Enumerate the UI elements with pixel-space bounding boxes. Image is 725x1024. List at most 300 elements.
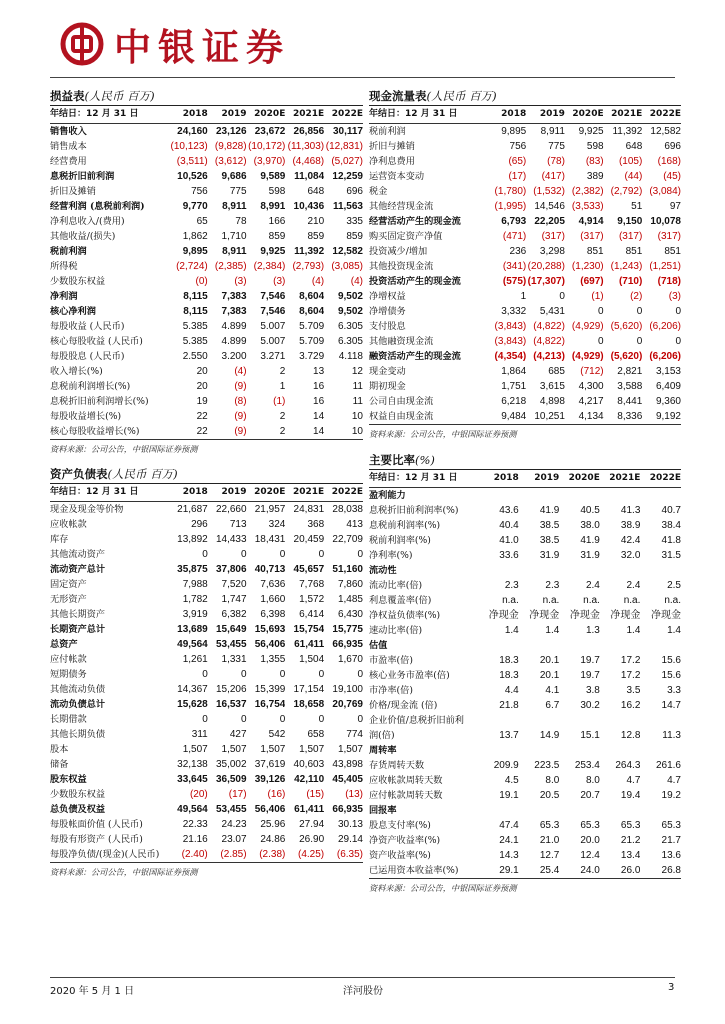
cell-value: 2 xyxy=(279,366,286,377)
row-label: 税金 xyxy=(369,186,388,197)
cell-value: 9,925 xyxy=(260,246,286,257)
cell-value: 56,406 xyxy=(254,804,286,815)
cell-value: 2.3 xyxy=(545,580,560,591)
cell-value: 5.385 xyxy=(182,336,208,347)
cell-value: 53,455 xyxy=(215,639,247,650)
year-column-header: 2019 xyxy=(208,106,247,124)
cell-value: 10 xyxy=(351,411,363,422)
cell-value: 658 xyxy=(307,729,325,740)
year-column-header: 2018 xyxy=(488,106,527,124)
cell-value: 17.2 xyxy=(620,670,641,681)
cell-value: (2,793) xyxy=(292,261,325,272)
cell-value: 14,367 xyxy=(177,684,208,695)
cell-value: 17,154 xyxy=(293,684,325,695)
cell-value: 13,892 xyxy=(177,534,208,545)
cell-value: (5,620) xyxy=(610,351,643,362)
cell-value: 15,649 xyxy=(215,624,247,635)
cash-flow-statement-source-note: 资料来源：公司公告，中银国际证券预测 xyxy=(369,429,517,439)
cell-value: (575) xyxy=(502,276,527,287)
cell-value: 19.4 xyxy=(620,790,641,801)
cell-value: 21.7 xyxy=(661,835,681,846)
year-column-header: 2019 xyxy=(519,470,560,488)
table-header-row xyxy=(50,106,363,124)
cell-value: 32.0 xyxy=(620,550,641,561)
cell-value: n.a. xyxy=(583,595,600,606)
cell-value xyxy=(519,638,560,653)
cell-value: 1.4 xyxy=(667,625,681,636)
cell-value: (1,251) xyxy=(649,261,681,272)
cell-value: 3,615 xyxy=(539,381,565,392)
cell-value: 4.118 xyxy=(338,351,363,362)
cell-value: (1,230) xyxy=(571,261,604,272)
table-row xyxy=(50,772,363,787)
cell-value: 38.5 xyxy=(539,520,560,531)
row-label: 每股收益 (人民币) xyxy=(50,321,125,332)
cell-value: (16) xyxy=(267,789,286,800)
cell-value: (317) xyxy=(541,231,565,242)
year-column-header: 2021E xyxy=(600,470,641,488)
table-row xyxy=(50,742,363,757)
cell-value: 2.550 xyxy=(182,351,208,362)
cell-value xyxy=(478,743,519,758)
table-row xyxy=(50,259,363,274)
cell-value: 45,657 xyxy=(293,564,325,575)
year-column-header: 2020E xyxy=(247,484,286,502)
brand-name: 中银证券 xyxy=(114,25,290,69)
cell-value: 0 xyxy=(598,306,604,317)
cell-value: (3,843) xyxy=(494,336,527,347)
table-row xyxy=(50,712,363,727)
cell-value: 24.0 xyxy=(559,863,600,879)
cell-value: 39,126 xyxy=(254,774,286,785)
row-label: 其他流动负债 xyxy=(50,684,106,695)
cell-value: 3.3 xyxy=(667,685,681,696)
cell-value: 1,261 xyxy=(182,654,208,665)
cell-value: 18.3 xyxy=(499,655,519,666)
row-label: 流动比率(倍) xyxy=(369,580,423,591)
table-row xyxy=(50,184,363,199)
cell-value: 210 xyxy=(307,216,325,227)
row-label: 经营活动产生的现金流 xyxy=(369,216,461,227)
cell-value: 21,687 xyxy=(177,504,208,515)
cell-value: 29.1 xyxy=(478,863,519,879)
cell-value: 3.8 xyxy=(585,685,600,696)
bank-of-china-logo-icon xyxy=(60,22,104,66)
table-row xyxy=(369,578,681,593)
cell-value: 1,331 xyxy=(221,654,247,665)
balance-sheet-unit: (人民币 百万) xyxy=(107,467,178,481)
cell-value: 12 xyxy=(351,366,363,377)
cell-value: 0 xyxy=(279,549,286,560)
cash-flow-statement-title-text: 现金流量表 xyxy=(369,89,427,103)
cell-value: 209.9 xyxy=(493,760,519,771)
cell-value: 11 xyxy=(352,396,363,407)
balance-sheet-source-note: 资料来源：公司公告，中银国际证券预测 xyxy=(50,867,198,877)
cell-value xyxy=(559,488,600,504)
cell-value: (17) xyxy=(508,171,527,182)
row-label: 净利率(%) xyxy=(369,550,413,561)
cell-value: (1,780) xyxy=(494,186,527,197)
row-label: 应收帐款周转天数 xyxy=(369,775,443,786)
cell-value: 413 xyxy=(346,519,363,530)
cell-value: 9,484 xyxy=(488,409,527,425)
cell-value: 31.5 xyxy=(661,550,681,561)
table-row xyxy=(369,274,681,289)
cell-value: 264.3 xyxy=(615,760,641,771)
row-label: 净利润 xyxy=(50,291,78,302)
cell-value: 78 xyxy=(235,216,247,227)
table-row xyxy=(369,563,681,578)
cell-value: 1,782 xyxy=(182,594,208,605)
table-row xyxy=(369,608,681,623)
row-label: 总资产 xyxy=(50,639,78,650)
table-row xyxy=(369,803,681,818)
cell-value: 15,775 xyxy=(332,624,363,635)
row-label: 应付帐款周转天数 xyxy=(369,790,443,801)
cell-value: (718) xyxy=(657,276,681,287)
footer-date: 2020 年 5 月 1 日 xyxy=(50,986,135,997)
cell-value: 261.6 xyxy=(655,760,681,771)
table-row xyxy=(369,488,681,504)
cell-value: (2.40) xyxy=(169,847,208,863)
table-row xyxy=(369,124,681,140)
cell-value: (2,382) xyxy=(571,186,604,197)
row-label: 核心每股收益增长(%) xyxy=(50,424,169,440)
cell-value: 43,898 xyxy=(332,759,363,770)
cell-value: 0 xyxy=(675,306,681,317)
cell-value: 20.0 xyxy=(580,835,600,846)
cash-flow-statement-title xyxy=(369,88,681,106)
row-label: 净增债务 xyxy=(369,306,406,317)
cell-value: (4,468) xyxy=(292,156,325,167)
row-label: 速动比率(倍) xyxy=(369,625,423,636)
cell-value: (6,206) xyxy=(649,351,681,362)
table-row xyxy=(369,244,681,259)
cell-value: 7,520 xyxy=(221,579,247,590)
cell-value: 43.6 xyxy=(499,505,519,516)
cell-value xyxy=(640,638,681,653)
cell-value: 5.709 xyxy=(299,321,325,332)
cell-value: (1) xyxy=(273,396,286,407)
row-label: 长期借款 xyxy=(50,714,87,725)
cell-value: 756 xyxy=(191,186,208,197)
cell-value: 0 xyxy=(318,714,325,725)
cell-value: 18.3 xyxy=(499,670,519,681)
cell-value: 30.13 xyxy=(337,819,363,830)
cell-value: (3,533) xyxy=(571,201,604,212)
table-row xyxy=(50,379,363,394)
cell-value: 0 xyxy=(202,549,208,560)
row-label: 其他收益/(损失) xyxy=(50,231,116,242)
table-row xyxy=(50,547,363,562)
table-header-row xyxy=(369,106,681,124)
cell-value: 51 xyxy=(631,201,643,212)
balance-sheet-title-text: 资产负债表 xyxy=(50,467,108,481)
table-row xyxy=(369,758,681,773)
balance-sheet-table xyxy=(50,484,363,863)
cell-value: 1,864 xyxy=(501,366,527,377)
table-row xyxy=(369,788,681,803)
cell-value: (3,084) xyxy=(649,186,681,197)
table-row xyxy=(369,533,681,548)
row-label: 应付帐款 xyxy=(50,654,87,665)
table-row xyxy=(50,502,363,518)
cell-value: 1,670 xyxy=(337,654,363,665)
cell-value: 6,414 xyxy=(299,609,325,620)
cell-value: (341) xyxy=(502,261,527,272)
cell-value: 1,355 xyxy=(260,654,286,665)
cell-value: 38.0 xyxy=(580,520,600,531)
table-header-row xyxy=(50,484,363,502)
cell-value: 36,509 xyxy=(215,774,247,785)
row-label: 折旧及摊销 xyxy=(50,186,96,197)
cell-value: 41.9 xyxy=(539,505,560,516)
cell-value: (2.38) xyxy=(247,847,286,863)
cell-value: 12.4 xyxy=(580,850,600,861)
row-label: 其他长期资产 xyxy=(50,609,106,620)
cell-value: 65.3 xyxy=(580,820,600,831)
cell-value: 9,360 xyxy=(655,396,681,407)
cell-value: 13.7 xyxy=(499,730,519,741)
cell-value: 37,619 xyxy=(254,759,286,770)
cell-value: 37,806 xyxy=(215,564,247,575)
table-header-row xyxy=(369,470,681,488)
cell-value: 6,793 xyxy=(501,216,527,227)
cell-value: (1,532) xyxy=(533,186,565,197)
income-statement-source-note: 资料来源：公司公告，中银国际证券预测 xyxy=(50,444,198,454)
table-row xyxy=(50,727,363,742)
cell-value: 33,645 xyxy=(177,774,208,785)
cell-value: 1,504 xyxy=(299,654,325,665)
cell-value: 23,126 xyxy=(215,126,247,137)
table-row xyxy=(369,623,681,638)
row-label: 市盈率(倍) xyxy=(369,655,413,666)
table-row xyxy=(369,214,681,229)
table-row xyxy=(50,139,363,154)
footer-company: 洋河股份 xyxy=(343,986,383,997)
cell-value: 9,502 xyxy=(337,291,363,302)
cell-value: 7,546 xyxy=(260,291,286,302)
cell-value: 14,546 xyxy=(534,201,565,212)
cell-value: 6.305 xyxy=(337,336,363,347)
year-column-header: 2018 xyxy=(169,484,208,502)
cell-value: 14,433 xyxy=(215,534,247,545)
row-label: 运营资本变动 xyxy=(369,171,425,182)
cell-value: 859 xyxy=(307,231,325,242)
cell-value: 0 xyxy=(318,669,325,680)
table-row xyxy=(50,424,363,440)
cell-value xyxy=(559,803,600,818)
cell-value xyxy=(600,713,641,728)
table-row xyxy=(50,562,363,577)
row-label: 股东权益 xyxy=(50,774,87,785)
table-row xyxy=(369,668,681,683)
table-row xyxy=(369,319,681,334)
fiscal-year-end-label: 年结日：12 月 31 日 xyxy=(50,106,169,124)
cell-value: (0) xyxy=(195,276,208,287)
cell-value xyxy=(640,803,681,818)
row-label: 收入增长(%) xyxy=(50,366,103,377)
table-row xyxy=(50,817,363,832)
cell-value: 1.3 xyxy=(585,625,600,636)
cell-value: (3,970) xyxy=(253,156,286,167)
table-row xyxy=(369,379,681,394)
table-row xyxy=(50,637,363,652)
cell-value: 38.4 xyxy=(661,520,681,531)
cell-value: 12.7 xyxy=(539,850,560,861)
cell-value: (44) xyxy=(624,171,643,182)
table-row xyxy=(369,593,681,608)
cell-value: 10,078 xyxy=(650,216,681,227)
cell-value: 1.4 xyxy=(545,625,560,636)
cell-value: (6.35) xyxy=(324,847,363,863)
cell-value: 35,002 xyxy=(215,759,247,770)
cell-value: 49,564 xyxy=(177,804,208,815)
cell-value: n.a. xyxy=(542,595,560,606)
cell-value: (9,828) xyxy=(214,141,247,152)
fiscal-year-end-label: 年结日：12 月 31 日 xyxy=(369,106,488,124)
cell-value: 14.3 xyxy=(499,850,519,861)
cell-value: 696 xyxy=(346,186,363,197)
cell-value: 0 xyxy=(598,336,604,347)
cell-value xyxy=(478,638,519,653)
cell-value: 18,431 xyxy=(254,534,286,545)
footer-page-number: 3 xyxy=(668,982,675,993)
table-row xyxy=(50,802,363,817)
cell-value: 20.1 xyxy=(539,655,560,666)
row-label: 存货周转天数 xyxy=(369,760,425,771)
table-row xyxy=(369,548,681,563)
cell-value: 20 xyxy=(196,381,208,392)
cell-value: (20,288) xyxy=(527,261,565,272)
cell-value: 22 xyxy=(169,424,208,440)
cell-value: 7,383 xyxy=(221,291,247,302)
cell-value: 696 xyxy=(664,141,681,152)
row-label: 少数股东权益 xyxy=(50,276,106,287)
cell-value: 10,436 xyxy=(293,201,325,212)
report-header xyxy=(60,16,290,72)
table-row xyxy=(50,214,363,229)
table-row xyxy=(50,289,363,304)
table-row xyxy=(50,124,363,140)
cell-value: 6,382 xyxy=(221,609,247,620)
cell-value xyxy=(519,563,560,578)
cell-value: 8,991 xyxy=(260,201,286,212)
cell-value xyxy=(600,803,641,818)
cell-value: 19.2 xyxy=(661,790,681,801)
cell-value: 61,411 xyxy=(294,639,325,650)
cell-value: 1,507 xyxy=(260,744,286,755)
cell-value: 851 xyxy=(625,246,643,257)
year-column-header: 2022E xyxy=(642,106,681,124)
cell-value: (1,243) xyxy=(610,261,643,272)
cell-value: 24,831 xyxy=(293,504,325,515)
cell-value: 97 xyxy=(669,201,681,212)
cell-value: 6,398 xyxy=(260,609,286,620)
table-row xyxy=(369,848,681,863)
cell-value: 8,115 xyxy=(183,306,208,317)
cell-value: 2.3 xyxy=(504,580,519,591)
cell-value: 3,153 xyxy=(655,366,681,377)
cell-value: 31.9 xyxy=(580,550,600,561)
cell-value: 1,751 xyxy=(501,381,527,392)
cell-value: 0 xyxy=(202,714,208,725)
row-label: 净资产收益率(%) xyxy=(369,835,441,846)
cell-value: 4,217 xyxy=(578,396,604,407)
cell-value: 29.14 xyxy=(337,834,363,845)
cell-value: 19.1 xyxy=(499,790,519,801)
cell-value: 0 xyxy=(279,714,286,725)
table-row xyxy=(369,638,681,653)
cell-value: 6,430 xyxy=(337,609,363,620)
table-row xyxy=(369,139,681,154)
table-row xyxy=(369,184,681,199)
cell-value: (317) xyxy=(580,231,604,242)
cell-value: (17,307) xyxy=(527,276,565,287)
cell-value: 30,117 xyxy=(332,126,363,137)
cell-value: 21.2 xyxy=(620,835,641,846)
cell-value: 1 xyxy=(279,381,286,392)
cell-value: 14.7 xyxy=(661,700,681,711)
table-row xyxy=(50,577,363,592)
cell-value: 0 xyxy=(202,669,208,680)
table-row xyxy=(50,364,363,379)
cell-value: 8,911 xyxy=(540,126,565,137)
row-label: 税前利润 xyxy=(369,126,406,137)
cell-value: 0 xyxy=(636,306,643,317)
year-column-header: 2020E xyxy=(559,470,600,488)
table-row xyxy=(50,847,363,863)
cell-value: 3.729 xyxy=(299,351,325,362)
row-label: 投资减少/增加 xyxy=(369,246,428,257)
cell-value: 598 xyxy=(586,141,604,152)
cell-value: (6,206) xyxy=(649,321,681,332)
cell-value: 38.9 xyxy=(620,520,641,531)
row-label: 盈利能力 xyxy=(369,490,406,501)
cell-value: (3) xyxy=(668,291,681,302)
key-ratios-table xyxy=(369,470,681,879)
cell-value: (9) xyxy=(208,424,247,440)
cell-value: 28,038 xyxy=(332,504,363,515)
cell-value: 7,383 xyxy=(221,306,247,317)
cell-value: 775 xyxy=(229,186,247,197)
table-row xyxy=(369,409,681,425)
row-label: 短期债务 xyxy=(50,669,87,680)
cell-value: 19.7 xyxy=(580,655,600,666)
row-label: 支付股息 xyxy=(369,321,406,332)
cell-value: 41.8 xyxy=(661,535,681,546)
cell-value: 23,672 xyxy=(254,126,286,137)
cell-value xyxy=(478,713,519,728)
cell-value: 20.7 xyxy=(580,790,600,801)
cell-value xyxy=(478,488,519,504)
table-row xyxy=(50,532,363,547)
row-label: 应收帐款 xyxy=(50,519,87,530)
cell-value: 20.1 xyxy=(539,670,560,681)
cell-value: 19.7 xyxy=(580,670,600,681)
row-label: 权益自由现金流 xyxy=(369,409,488,425)
cell-value xyxy=(559,638,600,653)
cell-value: 0 xyxy=(675,336,681,347)
table-row xyxy=(50,154,363,169)
cell-value: (65) xyxy=(508,156,527,167)
cell-value: (12,831) xyxy=(325,141,363,152)
year-column-header: 2022E xyxy=(324,484,363,502)
cell-value: 6.305 xyxy=(337,321,363,332)
cell-value: 24.86 xyxy=(260,834,286,845)
cell-value: 5.007 xyxy=(260,321,286,332)
table-row xyxy=(50,607,363,622)
